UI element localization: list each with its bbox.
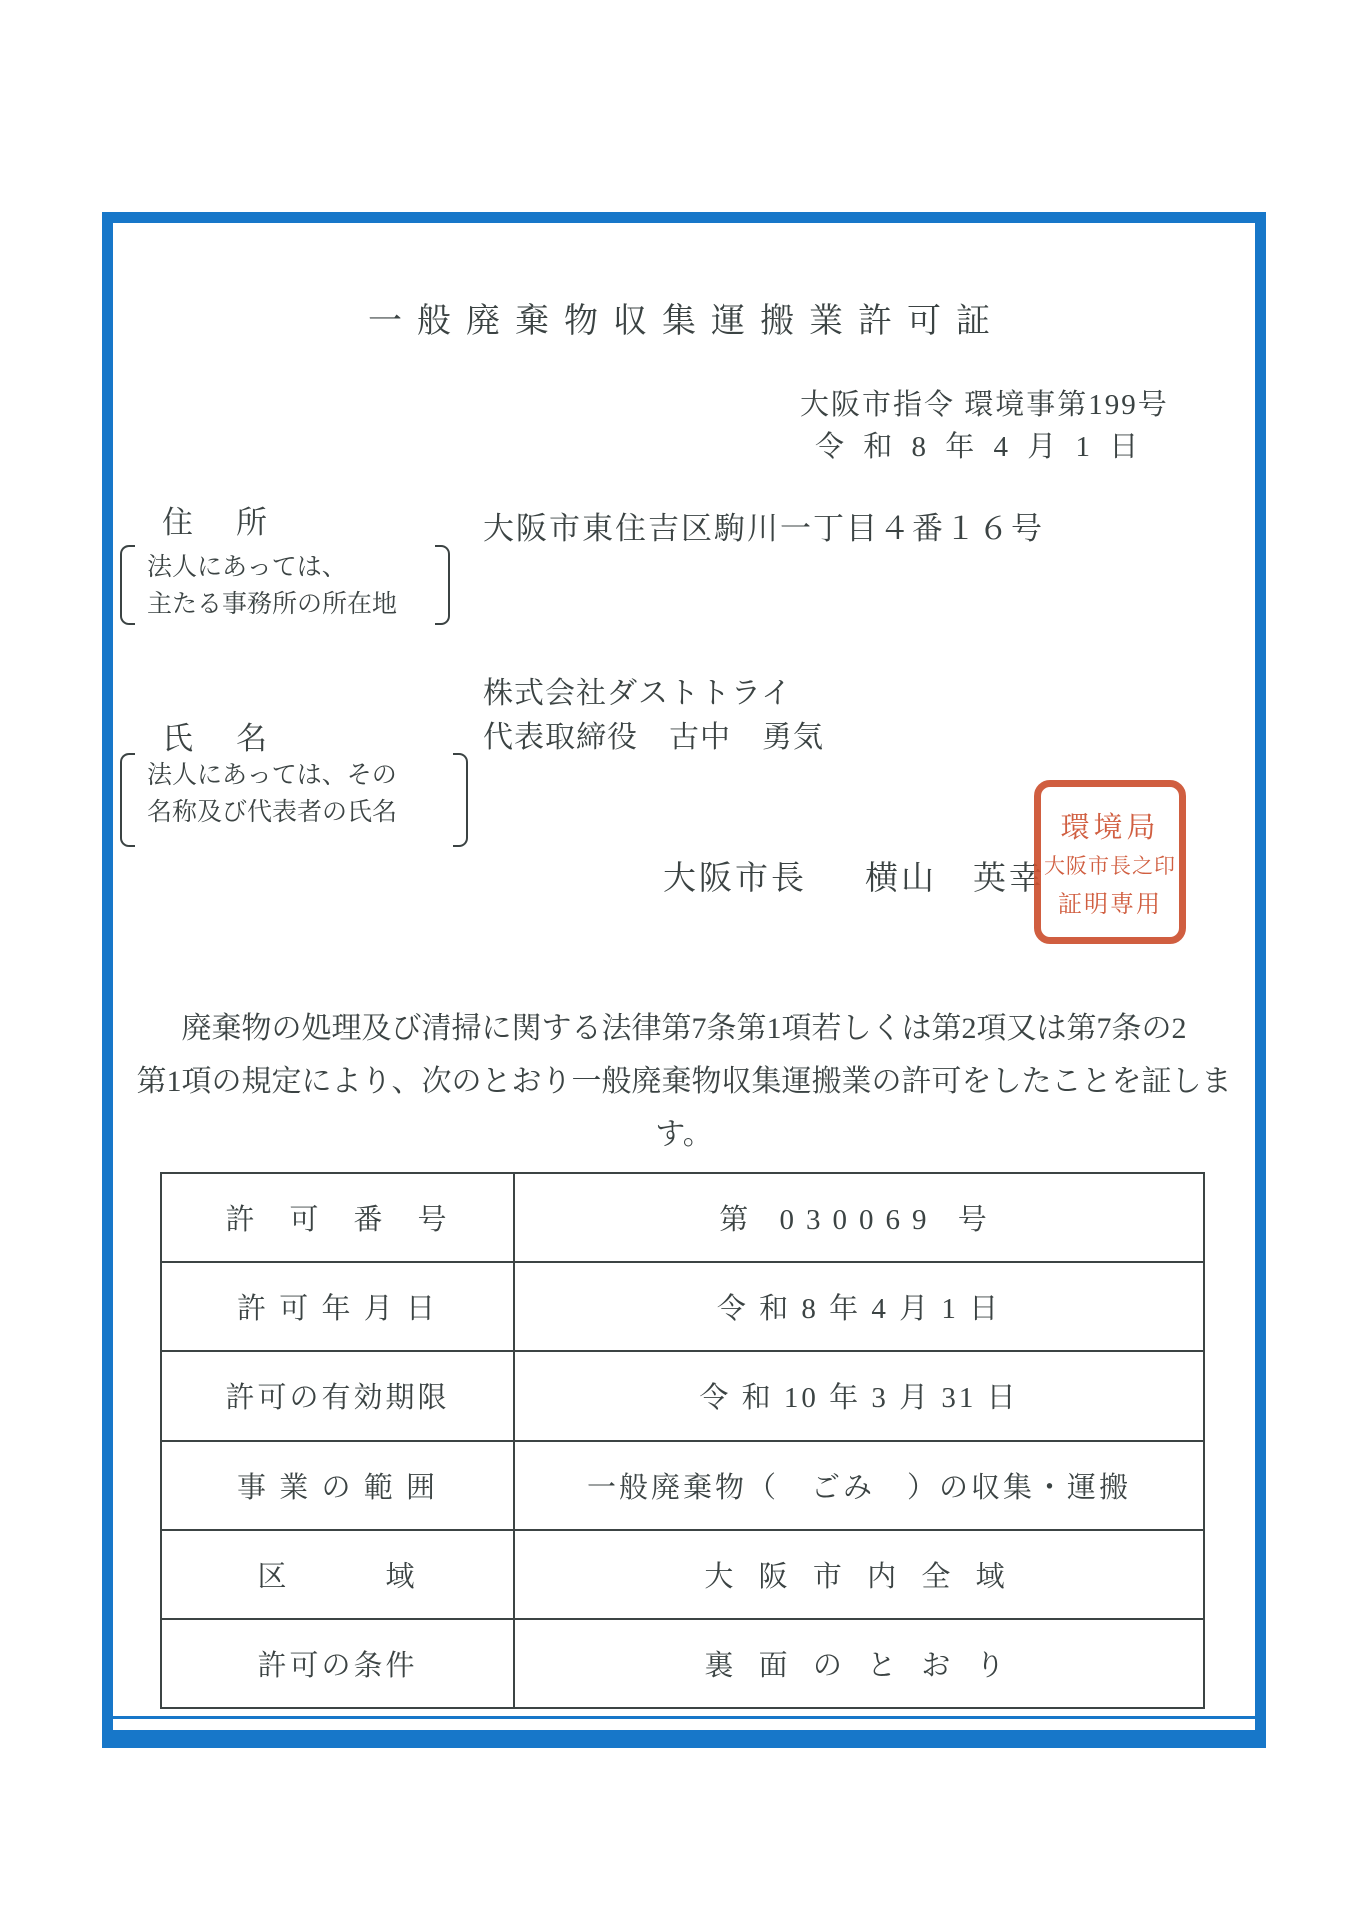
name-note-line1: 法人にあっては、その — [147, 762, 397, 789]
address-label: 住 所 — [162, 505, 273, 540]
table-row — [162, 1442, 1203, 1531]
name-label: 氏 名 — [162, 721, 273, 756]
row-value-expiry: 令 和 10 年 3 月 31 日 — [699, 1382, 1019, 1415]
certificate-title: 一般廃棄物収集運搬業許可証 — [368, 303, 1005, 340]
row-value-permit-date: 令 和 8 年 4 月 1 日 — [716, 1293, 1002, 1326]
issue-date: 令 和 8 年 4 月 1 日 — [815, 431, 1145, 463]
address-bracket-note — [120, 545, 450, 625]
address-note-line2: 主たる事務所の所在地 — [147, 591, 398, 618]
table-row — [162, 1352, 1203, 1441]
table-row — [162, 1263, 1203, 1352]
company-name: 株式会社ダストトライ — [483, 677, 793, 710]
official-seal — [1034, 780, 1186, 944]
reference-number: 大阪市指令 環境事第199号 — [800, 389, 1169, 421]
left-bracket — [120, 753, 135, 847]
name-note-line2: 名称及び代表者の氏名 — [147, 799, 398, 826]
row-label-conditions: 許可の条件 — [162, 1620, 515, 1707]
table-row — [162, 1174, 1203, 1263]
mayor-title: 大阪市長 — [663, 861, 807, 897]
statement-line1: 廃棄物の処理及び清掃に関する法律第7条第1項若しくは第2項又は第7条の2 — [181, 1012, 1187, 1045]
mayor-name: 横山 英幸 — [865, 861, 1045, 897]
certification-statement — [113, 1002, 1255, 1161]
representative-name: 代表取締役 古中 勇気 — [483, 721, 824, 754]
row-value-business-scope: 一般廃棄物（ ごみ ）の収集・運搬 — [586, 1471, 1131, 1504]
row-label-business-scope: 事 業 の 範 囲 — [162, 1442, 515, 1529]
name-bracket-note — [120, 753, 468, 847]
table-row — [162, 1620, 1203, 1707]
row-value-area: 大 阪 市 内 全 域 — [704, 1560, 1014, 1593]
right-bracket — [435, 545, 450, 625]
table-row — [162, 1531, 1203, 1620]
seal-text-line2: 大阪市長之印 — [1044, 854, 1176, 878]
row-value-conditions: 裏 面 の と お り — [704, 1649, 1014, 1682]
seal-text-line3: 証明専用 — [1058, 892, 1162, 918]
address-value: 大阪市東住吉区駒川一丁目４番１６号 — [483, 511, 1044, 546]
address-note-line1: 法人にあっては、 — [147, 554, 347, 581]
right-bracket — [453, 753, 468, 847]
row-label-permit-date: 許 可 年 月 日 — [162, 1263, 515, 1350]
issuer-line — [663, 852, 1045, 899]
row-label-permit-number: 許 可 番 号 — [162, 1174, 515, 1261]
row-label-area: 区 域 — [162, 1531, 515, 1618]
left-bracket — [120, 545, 135, 625]
seal-text-line1: 環境局 — [1060, 812, 1160, 844]
permit-details-table — [160, 1172, 1205, 1709]
row-value-permit-number: 第 030069 号 — [719, 1204, 999, 1237]
row-label-expiry: 許可の有効期限 — [162, 1352, 515, 1439]
statement-line2: 第1項の規定により、次のとおり一般廃棄物収集運搬業の許可をしたことを証します。 — [136, 1065, 1232, 1151]
